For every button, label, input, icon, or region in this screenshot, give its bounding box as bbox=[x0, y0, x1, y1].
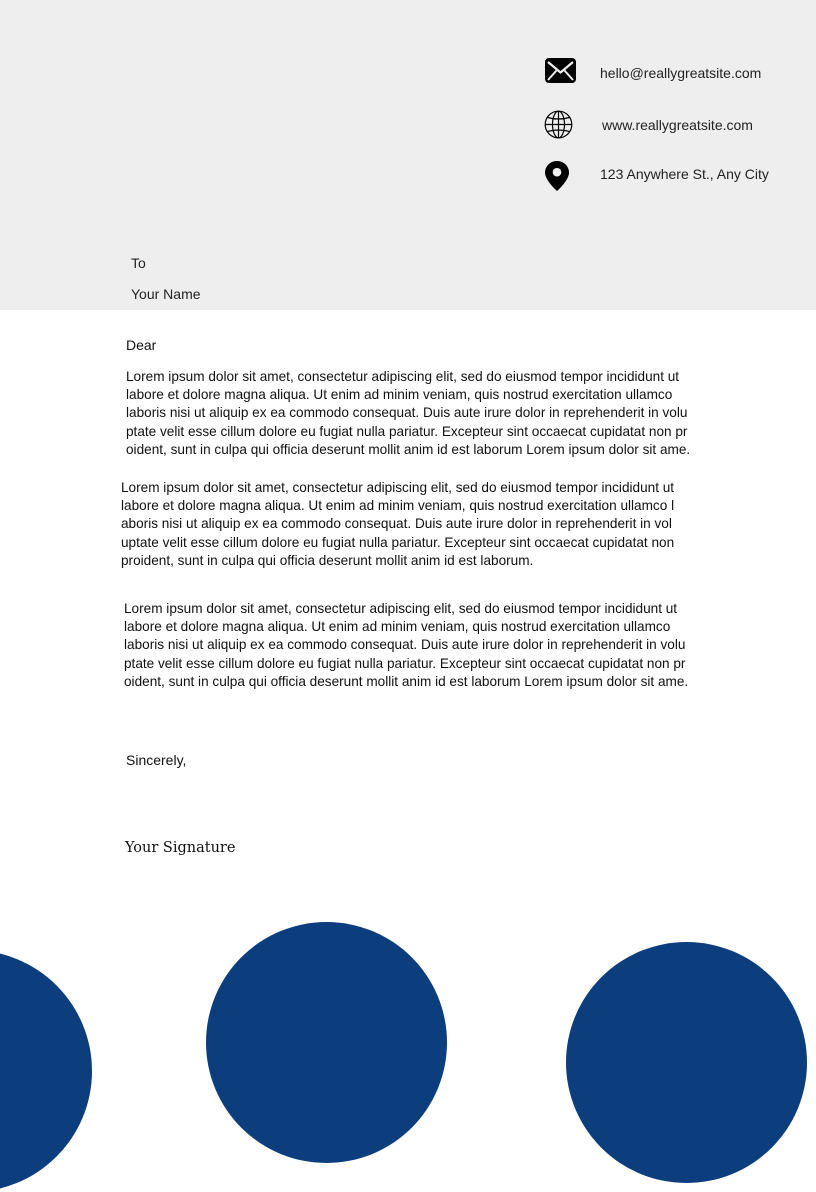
globe-icon bbox=[544, 110, 573, 139]
contact-address: 123 Anywhere St., Any City bbox=[600, 166, 769, 182]
signature: Your Signature bbox=[125, 840, 236, 856]
body-paragraph-3: Lorem ipsum dolor sit amet, consectetur adipiscing elit, sed do eiusmod tempor incididunt ut labore et dolore magna aliqua. Ut enim ad minim veniam, quis nostrud exercitation ullamco laboris nisi ut aliquip ex ea commodo consequat. Duis aute irure dolor in reprehenderit in volu ptate velit esse cillum dolore eu fugiat nulla pariatur. Excepteur sint occaecat cupidatat non pr oident, sunt in culpa qui officia deserunt mollit anim id est laborum Lorem ipsum dolor sit ame. bbox=[124, 601, 689, 689]
closing: Sincerely, bbox=[126, 752, 187, 768]
recipient-label: To bbox=[131, 255, 146, 271]
contact-website[interactable]: www.reallygreatsite.com bbox=[602, 117, 753, 133]
salutation: Dear bbox=[126, 337, 157, 353]
contact-email[interactable]: hello@reallygreatsite.com bbox=[600, 65, 762, 81]
recipient-name: Your Name bbox=[131, 286, 201, 302]
map-pin-icon bbox=[545, 161, 569, 191]
decorative-circle-center bbox=[206, 922, 447, 1163]
body-paragraph-2: Lorem ipsum dolor sit amet, consectetur adipiscing elit, sed do eiusmod tempor incididunt ut labore et dolore magna aliqua. Ut enim ad minim veniam, quis nostrud exercitation ullamco l aboris nisi ut aliquip ex ea commodo consequat. Duis aute irure dolor in reprehenderit in vol uptate velit esse cillum dolore eu fugiat nulla pariatur. Excepteur sint occaecat cupidatat non proident, sunt in culpa qui officia deserunt mollit anim id est laborum. bbox=[121, 480, 675, 568]
body-paragraph-1: Lorem ipsum dolor sit amet, consectetur adipiscing elit, sed do eiusmod tempor incididunt ut labore et dolore magna aliqua. Ut enim ad minim veniam, quis nostrud exercitation ullamco laboris nisi ut aliquip ex ea commodo consequat. Duis aute irure dolor in reprehenderit in volu ptate velit esse cillum dolore eu fugiat nulla pariatur. Excepteur sint occaecat cupidatat non pr oident, sunt in culpa qui officia deserunt mollit anim id est laborum Lorem ipsum dolor sit ame. bbox=[126, 369, 691, 457]
decorative-circle-right bbox=[566, 942, 807, 1183]
decorative-circle-left bbox=[0, 950, 92, 1192]
letterhead-band bbox=[0, 0, 816, 310]
envelope-icon bbox=[545, 58, 576, 83]
